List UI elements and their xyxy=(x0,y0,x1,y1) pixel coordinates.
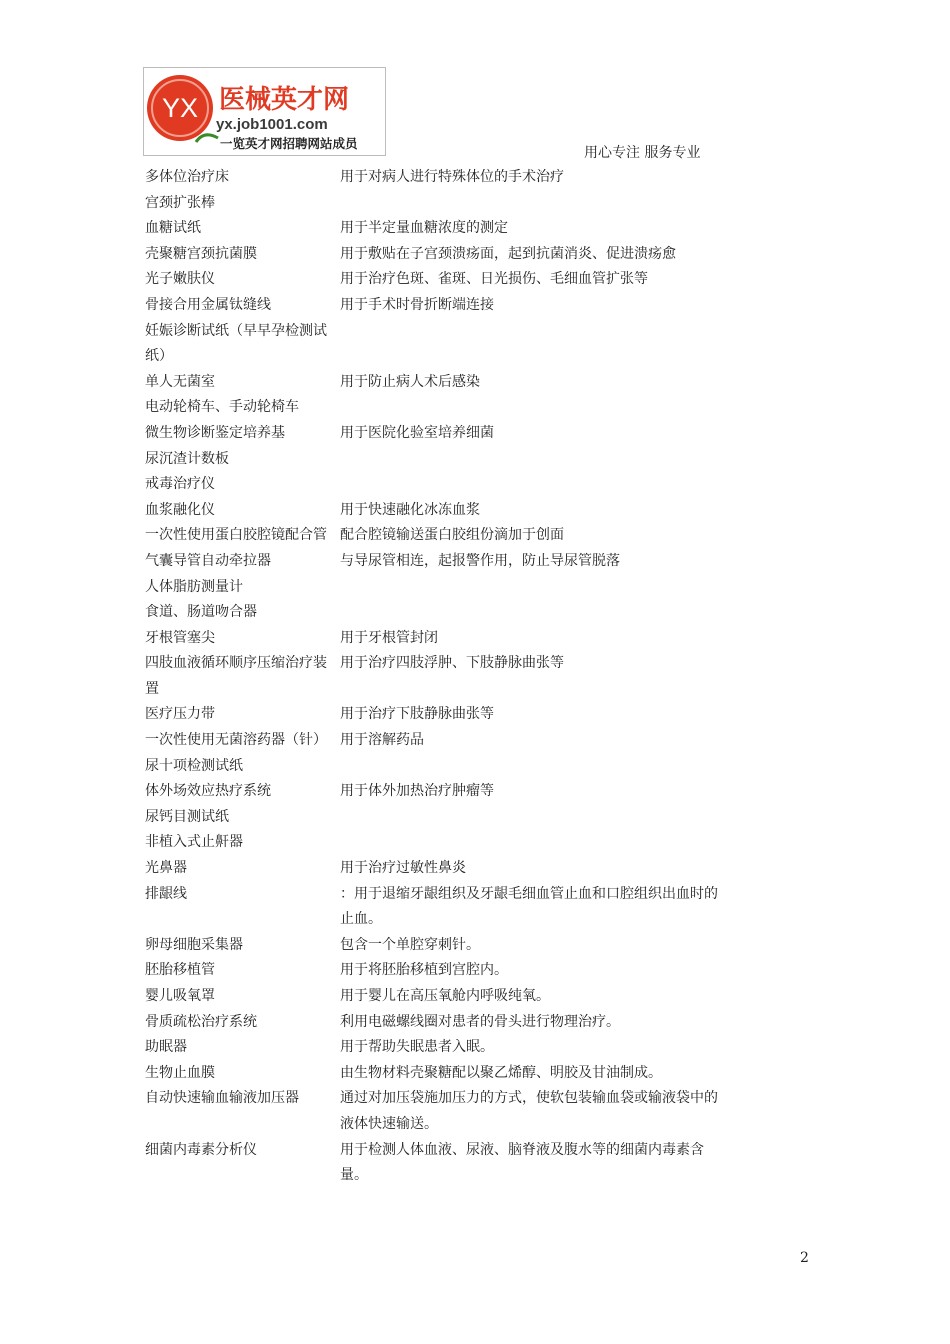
device-description: 用于牙根管封闭 xyxy=(340,629,438,646)
table-row xyxy=(145,523,720,549)
device-name: 光鼻器 xyxy=(145,860,187,877)
table-row xyxy=(145,1035,720,1061)
logo-tagline: 一览英才网招聘网站成员 xyxy=(220,136,358,151)
table-row xyxy=(145,856,720,882)
device-description: 用于敷贴在子宫颈溃疡面，起到抗菌消炎、促进溃疡愈 xyxy=(340,245,676,262)
device-description xyxy=(340,395,720,421)
device-list xyxy=(145,165,720,1189)
device-name: 血浆融化仪 xyxy=(145,501,215,518)
device-description: 配合腔镜输送蛋白胶组份滴加于创面 xyxy=(340,527,564,544)
device-description: ：用于退缩牙龈组织及牙龈毛细血管止血和口腔组织出血时的止血。 xyxy=(340,885,718,928)
logo-graphic xyxy=(144,68,385,155)
device-name: 尿十项检测试纸 xyxy=(145,757,243,774)
table-row xyxy=(145,216,720,242)
table-row xyxy=(145,1010,720,1036)
device-name: 尿钙目测试纸 xyxy=(145,808,229,825)
logo-url: yx.job1001.com xyxy=(216,116,328,133)
device-name: 卵母细胞采集器 xyxy=(145,936,243,953)
device-description xyxy=(340,830,720,856)
device-description: 用于手术时骨折断端连接 xyxy=(340,296,494,313)
device-name: 多体位治疗床 xyxy=(145,169,229,185)
table-row xyxy=(145,319,720,370)
table-row xyxy=(145,165,720,191)
device-description xyxy=(340,472,720,498)
device-name: 一次性使用蛋白胶腔镜配合管 xyxy=(145,527,327,544)
table-row xyxy=(145,1061,720,1087)
table-row xyxy=(145,1138,720,1189)
device-description: 用于治疗色斑、雀斑、日光损伤、毛细血管扩张等 xyxy=(340,271,648,288)
table-row xyxy=(145,498,720,524)
device-name: 壳聚糖宫颈抗菌膜 xyxy=(145,245,257,262)
device-description: 用于半定量血糖浓度的测定 xyxy=(340,220,508,237)
device-name: 婴儿吸氧罩 xyxy=(145,988,215,1004)
device-name: 骨接合用金属钛缝线 xyxy=(145,296,271,313)
device-name: 排龈线 xyxy=(145,885,187,902)
device-description: 包含一个单腔穿刺针。 xyxy=(340,936,480,953)
device-name: 细菌内毒素分析仪 xyxy=(145,1141,257,1158)
device-name: 妊娠诊断试纸（早早孕检测试纸） xyxy=(145,322,327,365)
table-row xyxy=(145,472,720,498)
table-row xyxy=(145,191,720,217)
device-description xyxy=(340,191,720,217)
page-number: 2 xyxy=(800,1250,809,1266)
device-name: 人体脂肪测量计 xyxy=(145,578,243,595)
table-row xyxy=(145,370,720,396)
device-description: 利用电磁螺线圈对患者的骨头进行物理治疗。 xyxy=(340,1013,620,1030)
device-description xyxy=(340,319,720,370)
table-row xyxy=(145,702,720,728)
device-name: 生物止血膜 xyxy=(145,1064,215,1081)
table-row xyxy=(145,958,720,984)
table-row xyxy=(145,293,720,319)
logo-swoosh xyxy=(196,135,218,142)
device-description xyxy=(340,805,720,831)
device-description: 用于将胚胎移植到宫腔内。 xyxy=(340,962,508,979)
device-description: 用于快速融化冰冻血浆 xyxy=(340,501,480,518)
table-row xyxy=(145,447,720,473)
device-description: 由生物材料壳聚糖配以聚乙烯醇、明胶及甘油制成。 xyxy=(340,1064,662,1081)
device-description: 用于防止病人术后感染 xyxy=(340,373,480,390)
device-description: 与导尿管相连，起报警作用，防止导尿管脱落 xyxy=(340,552,620,569)
device-description: 用于对病人进行特殊体位的手术治疗 xyxy=(340,169,564,185)
table-row xyxy=(145,267,720,293)
device-description: 用于医院化验室培养细菌 xyxy=(340,424,494,441)
device-description xyxy=(340,754,720,780)
table-row xyxy=(145,984,720,1010)
device-description: 通过对加压袋施加压力的方式，使软包装输血袋或输液袋中的液体快速输送。 xyxy=(340,1090,718,1132)
table-row xyxy=(145,651,720,702)
device-description: 用于治疗过敏性鼻炎 xyxy=(340,860,466,877)
table-row xyxy=(145,830,720,856)
header-slogan: 用心专注 服务专业 xyxy=(584,145,701,161)
logo-title: 医械英才网 xyxy=(219,85,350,115)
device-name: 血糖试纸 xyxy=(145,220,201,237)
table-row xyxy=(145,779,720,805)
device-name: 电动轮椅车、手动轮椅车 xyxy=(145,399,299,416)
table-row xyxy=(145,600,720,626)
device-name: 牙根管塞尖 xyxy=(145,629,215,646)
logo-badge-text: YX xyxy=(161,93,199,123)
device-name: 一次性使用无菌溶药器（针） xyxy=(145,732,327,749)
table-row xyxy=(145,805,720,831)
device-description xyxy=(340,600,720,626)
device-description: 用于体外加热治疗肿瘤等 xyxy=(340,783,494,800)
device-name: 戒毒治疗仪 xyxy=(145,476,215,493)
device-name: 单人无菌室 xyxy=(145,373,215,390)
device-name: 尿沉渣计数板 xyxy=(145,450,229,467)
device-name: 胚胎移植管 xyxy=(145,962,215,979)
table-row xyxy=(145,395,720,421)
device-description: 用于治疗四肢浮肿、下肢静脉曲张等 xyxy=(340,655,564,672)
device-name: 助眠器 xyxy=(145,1039,187,1056)
table-row xyxy=(145,575,720,601)
device-name: 医疗压力带 xyxy=(145,706,215,723)
table-row xyxy=(145,728,720,754)
device-description: 用于帮助失眠患者入眠。 xyxy=(340,1039,494,1056)
device-description: 用于治疗下肢静脉曲张等 xyxy=(340,706,494,723)
device-name: 微生物诊断鉴定培养基 xyxy=(145,424,285,441)
site-logo xyxy=(143,67,386,156)
device-description: 用于婴儿在高压氧舱内呼吸纯氧。 xyxy=(340,988,550,1004)
device-description: 用于溶解药品 xyxy=(340,732,424,749)
device-name: 四肢血液循环顺序压缩治疗装置 xyxy=(145,655,327,697)
device-name: 体外场效应热疗系统 xyxy=(145,783,271,800)
table-row xyxy=(145,626,720,652)
table-row xyxy=(145,1086,720,1137)
table-row xyxy=(145,242,720,268)
device-name: 骨质疏松治疗系统 xyxy=(145,1013,257,1030)
device-name: 光子嫩肤仪 xyxy=(145,271,215,288)
table-row xyxy=(145,754,720,780)
device-description xyxy=(340,575,720,601)
device-description xyxy=(340,447,720,473)
table-row xyxy=(145,882,720,933)
table-row xyxy=(145,549,720,575)
device-name: 非植入式止鼾器 xyxy=(145,834,243,851)
device-name: 食道、肠道吻合器 xyxy=(145,604,257,621)
table-row xyxy=(145,421,720,447)
device-name: 气囊导管自动牵拉器 xyxy=(145,552,271,569)
device-name: 宫颈扩张棒 xyxy=(145,194,215,211)
device-description: 用于检测人体血液、尿液、脑脊液及腹水等的细菌内毒素含量。 xyxy=(340,1141,704,1184)
device-name: 自动快速输血输液加压器 xyxy=(145,1090,299,1107)
table-row xyxy=(145,933,720,959)
